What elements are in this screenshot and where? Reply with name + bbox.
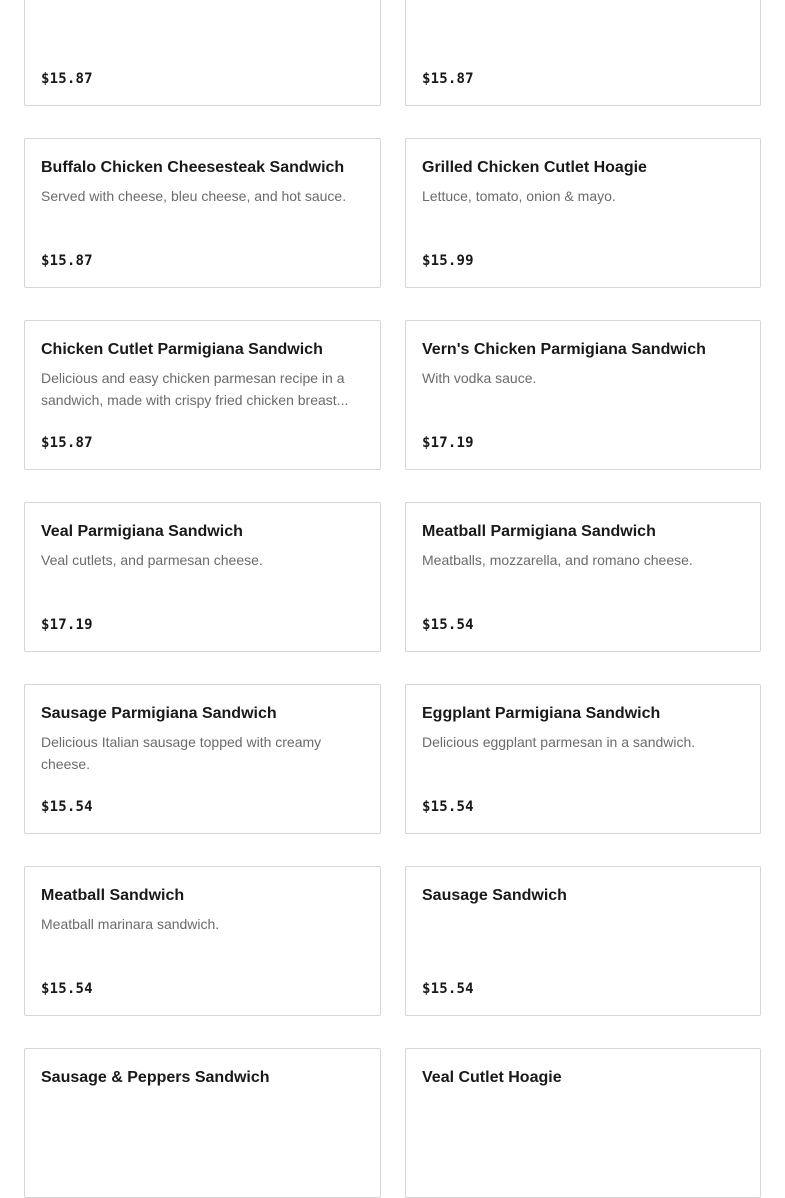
menu-item-description: Delicious and easy chicken parmesan recipe in a sandwich, made with crispy fried chicken breast...: [41, 370, 349, 408]
menu-item-price: $15.54: [422, 981, 474, 997]
menu-item-price: $15.54: [422, 617, 474, 633]
menu-item-description: Veal cutlets, and parmesan cheese.: [41, 552, 263, 568]
menu-item-price: $17.19: [41, 617, 93, 633]
menu-item-card-grilled-chicken-cutlet-hoagie[interactable]: [405, 138, 761, 288]
menu-item-name: Eggplant Parmigiana Sandwich: [422, 705, 661, 722]
menu-item-price: $15.54: [422, 799, 474, 815]
menu-items-grid: [24, 0, 761, 1198]
menu-item-card-buffalo-chicken-cheesesteak[interactable]: [24, 138, 381, 288]
menu-item-card-meatball-parmigiana[interactable]: [405, 502, 761, 652]
menu-item-description: Delicious eggplant parmesan in a sandwich.: [422, 734, 696, 750]
menu-item-name: Meatball Sandwich: [41, 887, 185, 904]
menu-item-name: Sausage Sandwich: [422, 887, 567, 904]
menu-item-card-sausage-parmigiana[interactable]: [24, 684, 381, 834]
menu-item-price: $15.87: [422, 71, 474, 87]
menu-item-price: $15.87: [41, 435, 93, 451]
menu-item-description: Served with cheese, bleu cheese, and hot sauce.: [41, 188, 347, 204]
menu-item-description: With vodka sauce.: [422, 370, 537, 386]
menu-item-name: Meatball Parmigiana Sandwich: [422, 523, 656, 540]
menu-item-name: Chicken Cutlet Parmigiana Sandwich: [41, 341, 323, 358]
menu-item-card[interactable]: [24, 0, 381, 106]
menu-item-name: Sausage Parmigiana Sandwich: [41, 705, 277, 722]
menu-item-description: Delicious Italian sausage topped with creamy cheese.: [41, 734, 322, 772]
menu-item-card[interactable]: [405, 0, 761, 106]
menu-item-card-sausage-peppers-sandwich[interactable]: [24, 1048, 381, 1198]
menu-item-card-chicken-cutlet-parmigiana[interactable]: [24, 320, 381, 470]
menu-item-name: Veal Parmigiana Sandwich: [41, 523, 243, 540]
menu-item-name: Sausage & Peppers Sandwich: [41, 1069, 270, 1086]
menu-item-price: $15.87: [41, 253, 93, 269]
menu-item-card-veal-parmigiana[interactable]: [24, 502, 381, 652]
menu-item-name: Vern's Chicken Parmigiana Sandwich: [422, 341, 706, 358]
menu-item-price: $15.99: [422, 253, 474, 269]
menu-item-price: $15.54: [41, 799, 93, 815]
menu-item-card-meatball-sandwich[interactable]: [24, 866, 381, 1016]
menu-item-card-eggplant-parmigiana[interactable]: [405, 684, 761, 834]
menu-item-price: $15.54: [41, 981, 93, 997]
menu-item-description: Lettuce, tomato, onion & mayo.: [422, 188, 616, 204]
menu-item-description: Meatballs, mozzarella, and romano cheese.: [422, 552, 693, 568]
menu-item-description: Meatball marinara sandwich.: [41, 916, 220, 932]
menu-item-price: $17.19: [422, 435, 474, 451]
menu-item-name: Buffalo Chicken Cheesesteak Sandwich: [41, 159, 345, 176]
menu-item-card-sausage-sandwich[interactable]: [405, 866, 761, 1016]
menu-item-price: $15.87: [41, 71, 93, 87]
menu-item-name: Grilled Chicken Cutlet Hoagie: [422, 159, 647, 176]
menu-item-name: Veal Cutlet Hoagie: [422, 1069, 562, 1086]
menu-item-card-verns-chicken-parmigiana[interactable]: [405, 320, 761, 470]
menu-item-card-veal-cutlet-hoagie[interactable]: [405, 1048, 761, 1198]
